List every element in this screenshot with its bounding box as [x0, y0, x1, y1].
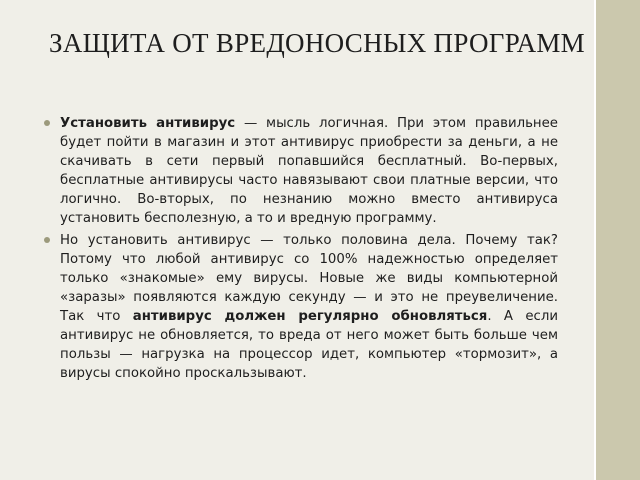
- bullet-paragraph-2: [42, 231, 558, 383]
- paragraph-2-text-end: . А если антивирус не обновляется, то вреда от него может быть больше чем пользы — нагрузка на процессор идет, компьютер «тормозит», а вирусы спокойно проскальзывают.: [60, 309, 558, 381]
- paragraph-1-text: — мысль логичная. При этом правильнее будет пойти в магазин и этот антивирус приобрести за деньги, а не скачивать в сети первый попавшийся бесплатный. Во-первых, бесплатные антивирусы часто навязывают свои платные версии, что логично. Во-вторых, по незнанию можно вместо антивируса установить бесполезную, а то и вредную программу.: [60, 116, 558, 226]
- side-bar-decoration: [596, 0, 640, 480]
- bullet-icon: [44, 120, 50, 126]
- bullet-paragraph-1: [42, 114, 558, 228]
- bullet-list: [42, 114, 558, 386]
- paragraph-2-text-start: Но установить антивирус — только половина дела. Почему так? Потому что любой антивирус со 100% надежностью определяет только «знакомые» ему вирусы. Новые же виды компьютерной «заразы» появляются каждую секунду — и это не преувеличение. Так что: [60, 233, 558, 324]
- bold-phrase-update-antivirus: антивирус должен регулярно обновляться: [132, 309, 488, 324]
- slide-title: ЗАЩИТА ОТ ВРЕДОНОСНЫХ ПРОГРАММ: [49, 28, 585, 58]
- bold-phrase-install-antivirus: Установить антивирус: [60, 116, 236, 131]
- bullet-icon: [44, 237, 50, 243]
